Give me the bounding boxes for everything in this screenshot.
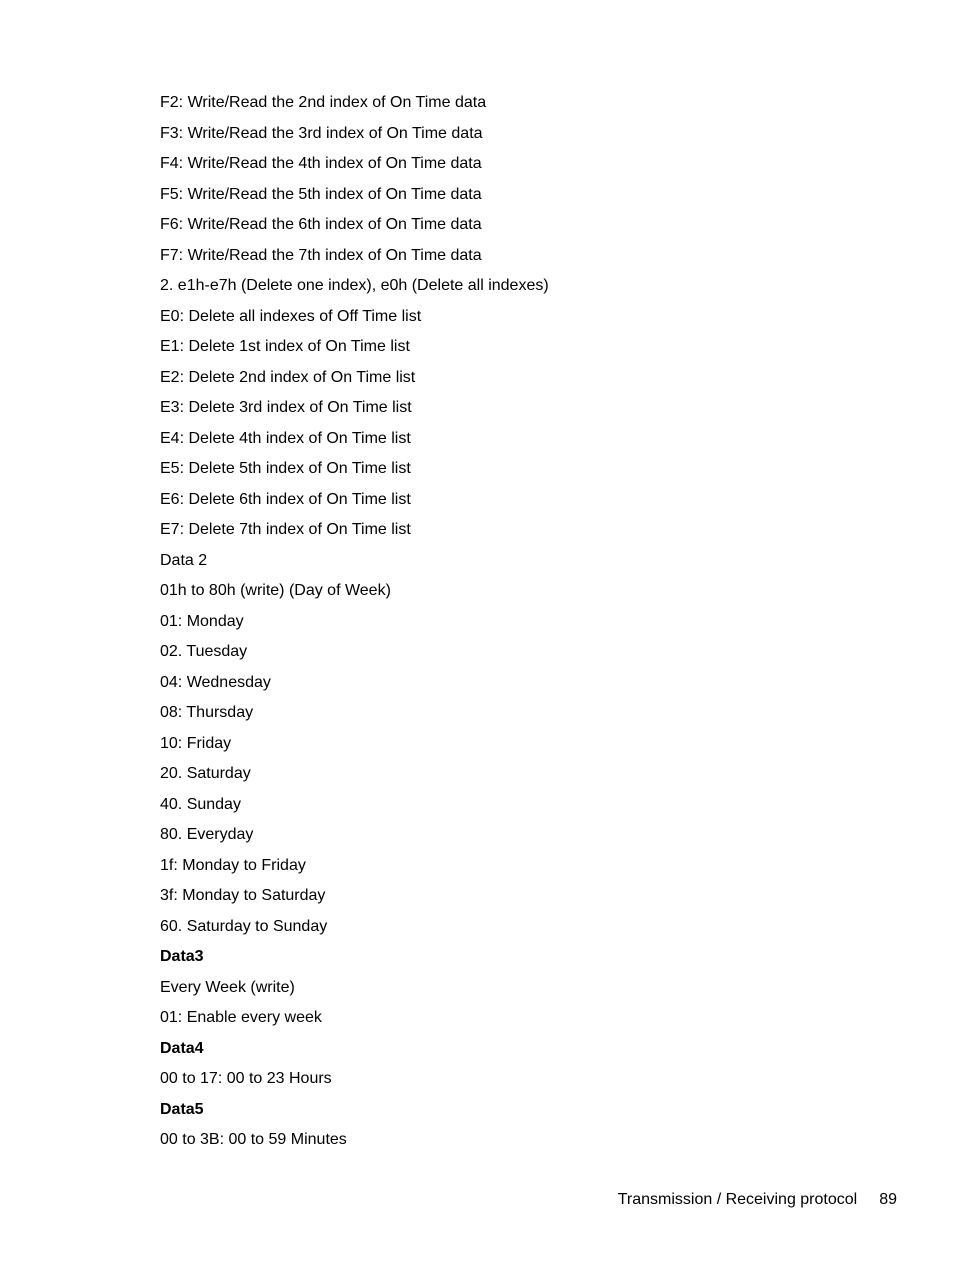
text-line: E3: Delete 3rd index of On Time list [160, 399, 412, 416]
text-line: E6: Delete 6th index of On Time list [160, 490, 411, 508]
text-line: 20. Saturday [160, 765, 251, 782]
text-line: E7: Delete 7th index of On Time list [160, 521, 411, 538]
page-number: 89 [879, 1191, 897, 1208]
text-line: Data 2 [160, 551, 208, 569]
text-line: 00 to 3B: 00 to 59 Minutes [160, 1131, 347, 1148]
text-line: E5: Delete 5th index of On Time list [160, 460, 411, 477]
text-line: F7: Write/Read the 7th index of On Time data [160, 246, 482, 264]
text-line: F5: Write/Read the 5th index of On Time data [160, 185, 482, 203]
text-line: E2: Delete 2nd index of On Time list [160, 368, 416, 386]
text-line: Every Week (write) [160, 978, 295, 996]
section-heading: Data3 [160, 948, 204, 965]
text-line: 01: Monday [160, 612, 244, 630]
text-line: E1: Delete 1st index of On Time list [160, 338, 410, 355]
text-line: 02. Tuesday [160, 643, 248, 660]
text-line: F2: Write/Read the 2nd index of On Time data [160, 94, 487, 111]
text-line: 08: Thursday [160, 704, 254, 721]
text-line: 10: Friday [160, 734, 232, 752]
section-heading: Data5 [160, 1100, 204, 1118]
text-line: E0: Delete all indexes of Off Time list [160, 307, 422, 325]
text-line: F6: Write/Read the 6th index of On Time data [160, 216, 482, 233]
page-footer [618, 1190, 897, 1210]
text-line: 80. Everyday [160, 826, 254, 843]
text-line: 01: Enable every week [160, 1009, 322, 1026]
text-line: 40. Sunday [160, 795, 241, 813]
text-line: 60. Saturday to Sunday [160, 917, 328, 935]
text-line: E4: Delete 4th index of On Time list [160, 429, 411, 447]
footer-section-title: Transmission / Receiving protocol [617, 1191, 858, 1208]
text-line: 00 to 17: 00 to 23 Hours [160, 1070, 332, 1087]
document-body [160, 93, 860, 1161]
text-line: F4: Write/Read the 4th index of On Time data [160, 155, 482, 172]
text-line: 04: Wednesday [160, 673, 271, 691]
text-line: 3f: Monday to Saturday [160, 887, 326, 904]
text-line: 01h to 80h (write) (Day of Week) [160, 582, 391, 599]
text-line: F3: Write/Read the 3rd index of On Time data [160, 124, 483, 142]
text-line: 1f: Monday to Friday [160, 856, 306, 874]
section-heading: Data4 [160, 1039, 204, 1057]
text-line: 2. e1h-e7h (Delete one index), e0h (Delete all indexes) [160, 277, 549, 294]
